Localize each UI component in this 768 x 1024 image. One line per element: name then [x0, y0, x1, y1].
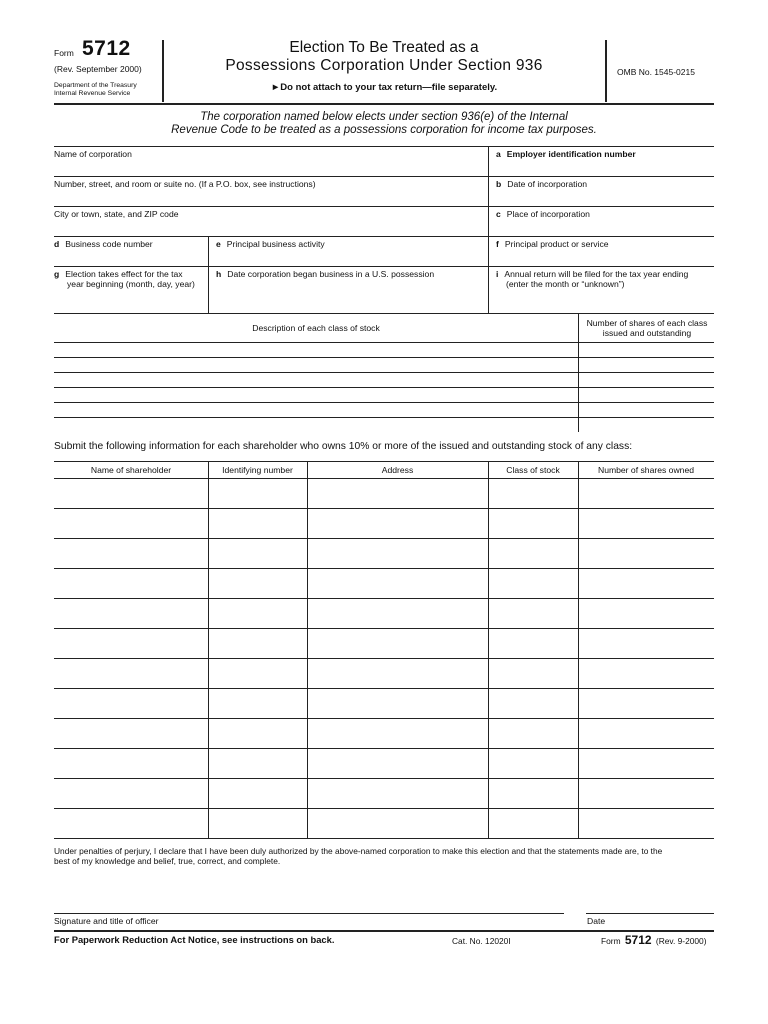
ein-field[interactable]: [490, 156, 714, 178]
number-of-shares-cell[interactable]: [579, 749, 713, 777]
identifying-number-cell[interactable]: [209, 479, 306, 507]
department-line-2: Internal Revenue Service: [54, 90, 131, 97]
shareholder-instruction: Submit the following information for each shareholder who owns 10% or more of the issued and outstanding stock of any class:: [54, 441, 633, 452]
shareholder-name-cell[interactable]: [55, 539, 207, 567]
number-of-shares-cell[interactable]: [579, 509, 713, 537]
stock-description-cell[interactable]: [54, 343, 578, 356]
footer-form-number: 5712: [624, 933, 652, 947]
name-of-corporation-label: Name of corporation: [54, 149, 132, 159]
shareholder-name-cell[interactable]: [55, 479, 207, 507]
shareholder-name-cell[interactable]: [55, 689, 207, 717]
number-of-shares-cell[interactable]: [579, 599, 713, 627]
election-effective-field[interactable]: [54, 290, 206, 312]
election-statement-line-2: Revenue Code to be treated as a possessions corporation for income tax purposes.: [171, 124, 597, 136]
shareholder-row-rule: [54, 838, 714, 839]
header-divider-right: [605, 40, 607, 102]
shareholder-name-cell[interactable]: [55, 629, 207, 657]
address-cell[interactable]: [308, 749, 487, 777]
date-label: Date: [587, 916, 606, 926]
election-effective-label: g Election takes effect for the tax year beginning (month, day, year): [54, 269, 195, 289]
business-began-date-label: h Date corporation began business in a U.S. possession: [216, 269, 435, 279]
class-of-stock-cell[interactable]: [489, 479, 577, 507]
address-cell[interactable]: [308, 599, 487, 627]
header-rule: [54, 103, 714, 105]
name-of-corporation-field[interactable]: [54, 156, 486, 178]
stock-shares-header: Number of shares of each class issued and outstanding: [586, 318, 708, 338]
footer-form-id: [601, 933, 707, 947]
principal-business-activity-field[interactable]: [210, 246, 486, 268]
identifying-number-cell[interactable]: [209, 509, 306, 537]
stock-description-cell[interactable]: [54, 373, 578, 386]
stock-table-top-rule: [54, 313, 714, 314]
shareholder-name-cell[interactable]: [55, 749, 207, 777]
place-of-incorporation-field[interactable]: [490, 216, 714, 238]
street-address-field[interactable]: [54, 186, 486, 208]
number-of-shares-cell[interactable]: [579, 659, 713, 687]
stock-description-header: Description of each class of stock: [252, 323, 380, 333]
shareholder-name-cell[interactable]: [55, 719, 207, 747]
class-of-stock-header: Class of stock: [506, 465, 560, 475]
form-revision: (Rev. September 2000): [54, 64, 142, 74]
date-field[interactable]: [586, 890, 714, 912]
footer-form-word: Form: [601, 936, 621, 946]
address-cell[interactable]: [308, 779, 487, 807]
election-statement-line-1: The corporation named below elects under section 936(e) of the Internal: [200, 111, 568, 123]
signature-field[interactable]: [54, 890, 564, 912]
address-cell[interactable]: [308, 719, 487, 747]
header-divider-left: [162, 40, 164, 102]
stock-shares-cell[interactable]: [580, 403, 714, 416]
number-of-shares-cell[interactable]: [579, 689, 713, 717]
form-title-line-2: Possessions Corporation Under Section 936: [225, 57, 543, 74]
principal-product-field[interactable]: [490, 246, 714, 268]
shareholder-table-top-rule: [54, 461, 714, 462]
form-word: Form: [54, 48, 74, 58]
identifying-number-cell[interactable]: [209, 599, 306, 627]
address-cell[interactable]: [308, 659, 487, 687]
shareholder-name-header: Name of shareholder: [90, 465, 172, 475]
stock-description-cell[interactable]: [54, 403, 578, 416]
class-of-stock-cell[interactable]: [489, 779, 577, 807]
identifying-number-cell[interactable]: [209, 629, 306, 657]
class-of-stock-cell[interactable]: [489, 539, 577, 567]
stock-shares-cell[interactable]: [580, 358, 714, 371]
address-cell[interactable]: [308, 569, 487, 597]
number-of-shares-cell[interactable]: [579, 719, 713, 747]
stock-shares-cell[interactable]: [580, 343, 714, 356]
shareholder-name-cell[interactable]: [55, 599, 207, 627]
filing-instruction: ►Do not attach to your tax return—file separately.: [270, 82, 498, 93]
grid-divider: [488, 146, 489, 313]
identifying-number-cell[interactable]: [209, 749, 306, 777]
class-of-stock-cell[interactable]: [489, 809, 577, 837]
shareholder-name-cell[interactable]: [55, 809, 207, 837]
shareholder-name-cell[interactable]: [55, 779, 207, 807]
grid-divider: [208, 236, 209, 313]
perjury-declaration-line-2: best of my knowledge and belief, true, correct, and complete.: [54, 856, 281, 866]
class-of-stock-cell[interactable]: [489, 569, 577, 597]
number-of-shares-cell[interactable]: [579, 809, 713, 837]
omb-number: OMB No. 1545-0215: [617, 67, 695, 77]
identifying-number-header: Identifying number: [222, 465, 293, 475]
perjury-declaration: [54, 846, 662, 866]
principal-business-activity-label: e Principal business activity: [216, 239, 325, 249]
shareholder-name-cell[interactable]: [55, 569, 207, 597]
identifying-number-cell[interactable]: [209, 809, 306, 837]
stock-row-rule: [54, 417, 714, 418]
stock-shares-cell[interactable]: [580, 373, 714, 386]
class-of-stock-cell[interactable]: [489, 749, 577, 777]
date-line: [586, 913, 714, 914]
paperwork-notice: For Paperwork Reduction Act Notice, see instructions on back.: [54, 934, 335, 945]
address-cell[interactable]: [308, 479, 487, 507]
grid-rule: [54, 146, 714, 147]
shareholder-name-cell[interactable]: [55, 659, 207, 687]
number-of-shares-header: Number of shares owned: [597, 465, 694, 475]
class-of-stock-cell[interactable]: [489, 509, 577, 537]
business-code-label: d Business code number: [54, 239, 153, 249]
catalog-number: Cat. No. 12020I: [452, 936, 511, 946]
number-of-shares-cell[interactable]: [579, 479, 713, 507]
address-cell[interactable]: [308, 809, 487, 837]
place-of-incorporation-label: c Place of incorporation: [496, 209, 590, 219]
street-address-label: Number, street, and room or suite no. (If a P.O. box, see instructions): [54, 179, 316, 189]
identifying-number-cell[interactable]: [209, 569, 306, 597]
date-of-incorporation-label: b Date of incorporation: [496, 179, 588, 189]
department-line-1: Department of the Treasury: [54, 82, 137, 89]
address-cell[interactable]: [308, 539, 487, 567]
number-of-shares-cell[interactable]: [579, 539, 713, 567]
footer-revision: (Rev. 9-2000): [655, 936, 707, 946]
business-began-date-field[interactable]: [210, 282, 486, 304]
identifying-number-cell[interactable]: [209, 539, 306, 567]
number-of-shares-cell[interactable]: [579, 569, 713, 597]
stock-description-cell[interactable]: [54, 388, 578, 401]
date-of-incorporation-field[interactable]: [490, 186, 714, 208]
stock-shares-cell[interactable]: [580, 388, 714, 401]
identifying-number-cell[interactable]: [209, 719, 306, 747]
signature-line: [54, 913, 564, 914]
class-of-stock-cell[interactable]: [489, 629, 577, 657]
ein-label: a Employer identification number: [496, 149, 636, 159]
form-number: 5712: [82, 37, 131, 60]
perjury-declaration-line-1: Under penalties of perjury, I declare that I have been duly authorized by the above-named corporation to make this election and that the statements made are, to the: [54, 846, 663, 856]
address-cell[interactable]: [308, 689, 487, 717]
signature-label: Signature and title of officer: [54, 916, 159, 926]
class-of-stock-cell[interactable]: [489, 659, 577, 687]
annual-return-field[interactable]: [490, 290, 714, 312]
form-title-line-1: Election To Be Treated as a: [289, 39, 479, 56]
address-cell[interactable]: [308, 509, 487, 537]
shareholder-name-cell[interactable]: [55, 509, 207, 537]
class-of-stock-cell[interactable]: [489, 599, 577, 627]
number-of-shares-cell[interactable]: [579, 779, 713, 807]
city-state-zip-field[interactable]: [54, 216, 486, 238]
number-of-shares-cell[interactable]: [579, 629, 713, 657]
class-of-stock-cell[interactable]: [489, 689, 577, 717]
annual-return-label: i Annual return will be filed for the tax year ending (enter the month or “unknown”): [496, 269, 689, 289]
city-state-zip-label: City or town, state, and ZIP code: [54, 209, 179, 219]
class-of-stock-cell[interactable]: [489, 719, 577, 747]
principal-product-label: f Principal product or service: [496, 239, 609, 249]
footer-rule: [54, 930, 714, 932]
identifying-number-cell[interactable]: [209, 779, 306, 807]
address-header: Address: [381, 465, 414, 475]
identifying-number-cell[interactable]: [209, 689, 306, 717]
business-code-field[interactable]: [54, 246, 206, 268]
identifying-number-cell[interactable]: [209, 659, 306, 687]
address-cell[interactable]: [308, 629, 487, 657]
stock-description-cell[interactable]: [54, 358, 578, 371]
